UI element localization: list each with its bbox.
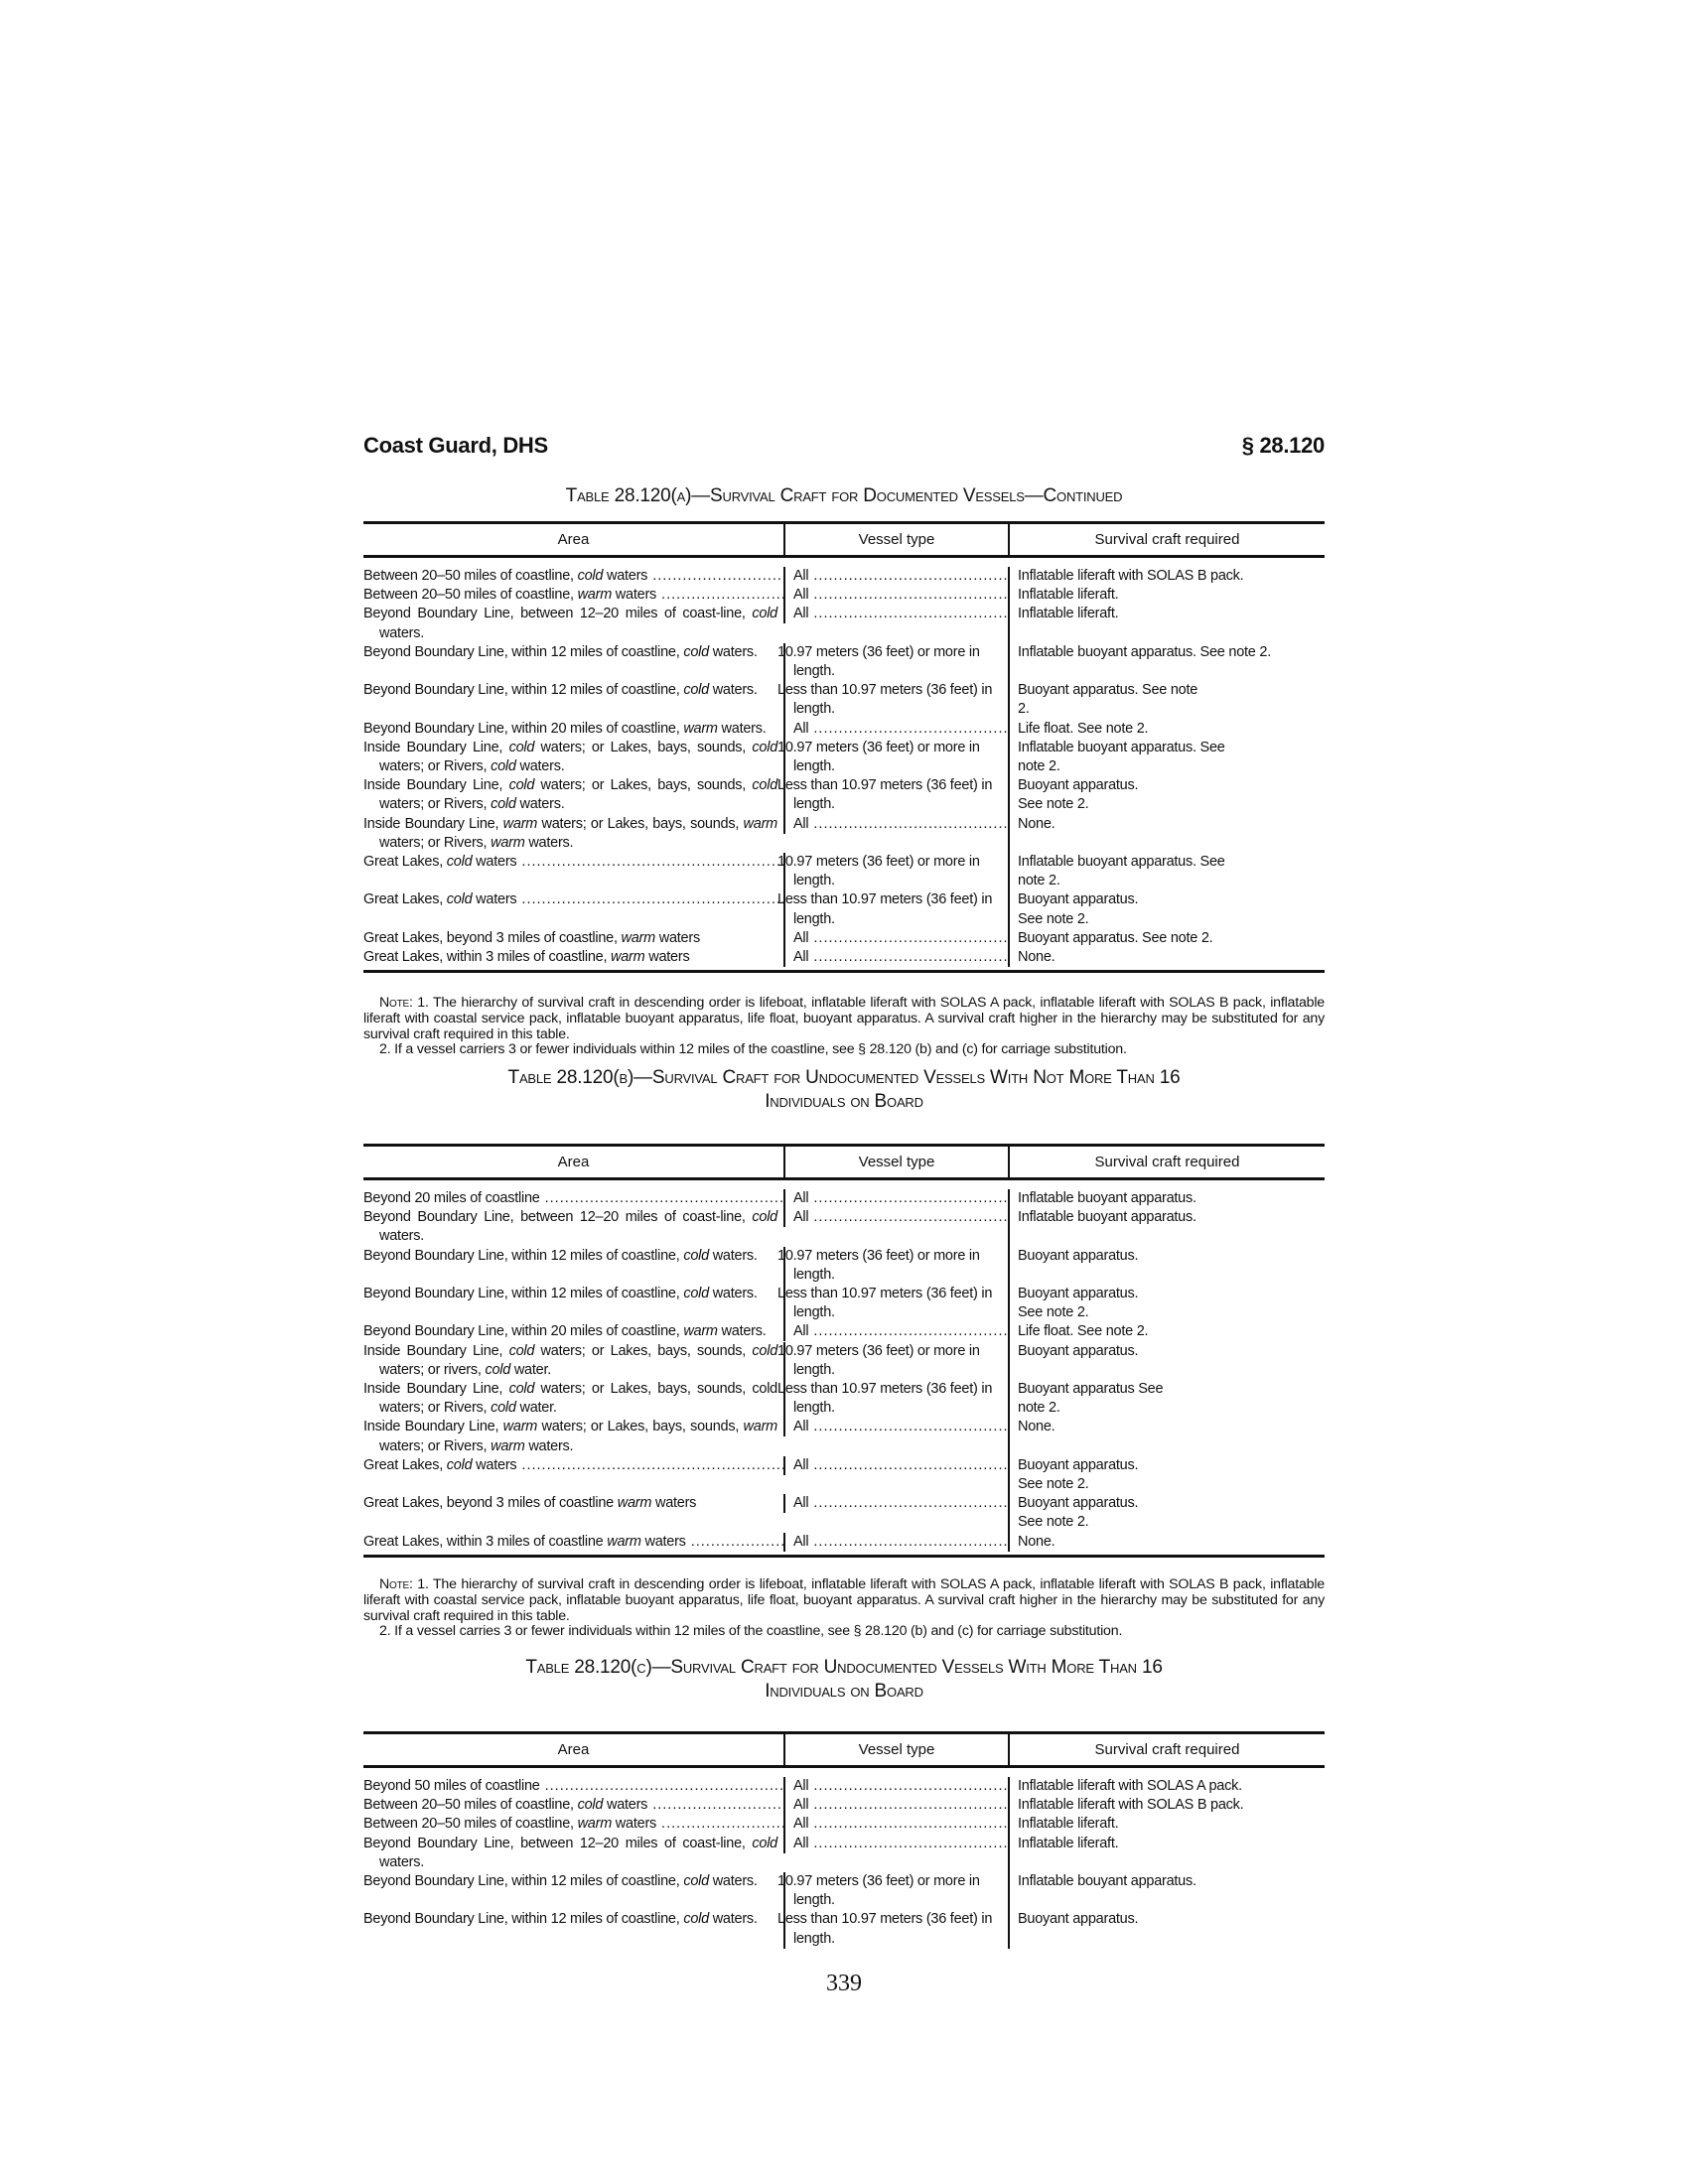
- table-row: [363, 1533, 1325, 1555]
- table-row: [363, 1910, 1325, 1948]
- survival-craft-cell: None.: [1008, 815, 1325, 853]
- area-cell: Beyond 50 miles of coastline .....: [363, 1777, 783, 1796]
- table-c: [363, 1731, 1325, 1949]
- survival-craft-cell: Inflatable liferaft with SOLAS B pack.: [1008, 1796, 1325, 1815]
- table-row: [363, 1835, 1325, 1872]
- vessel-type-cell: Less than 10.97 meters (36 feet) in length.: [783, 1910, 1008, 1948]
- vessel-type-cell: All .....: [783, 720, 1008, 739]
- survival-craft-cell: Inflatable buoyant apparatus.: [1008, 1189, 1325, 1208]
- survival-craft-cell: Life float. See note 2.: [1008, 720, 1325, 739]
- survival-craft-cell: Inflatable buoyant apparatus. See note 2.: [1008, 739, 1325, 776]
- area-cell: Beyond Boundary Line, between 12–20 miles of coast-line, cold waters.: [363, 1835, 777, 1870]
- vessel-type-cell: All .....: [783, 1796, 1008, 1815]
- area-cell: Inside Boundary Line, cold waters; or Lakes, bays, sounds, cold waters; or Rivers, cold water.: [363, 1381, 777, 1417]
- area-cell: Great Lakes, beyond 3 miles of coastline warm waters: [363, 1495, 697, 1512]
- agency-heading: Coast Guard, DHS: [363, 433, 548, 458]
- page-number: 339: [826, 1971, 862, 1996]
- vessel-type-cell: All .....: [783, 1456, 1008, 1475]
- area-cell: Inside Boundary Line, cold waters; or Lakes, bays, sounds, cold waters; or Rivers, cold waters.: [363, 777, 778, 813]
- table-row: [363, 815, 1325, 853]
- table-a-bottom-rule: [363, 970, 1325, 973]
- table-row: [363, 1189, 1325, 1208]
- column-header-area: Area: [557, 531, 590, 548]
- vessel-type-cell: 10.97 meters (36 feet) or more in length.: [783, 1872, 1008, 1910]
- survival-craft-cell: Buoyant apparatus. See note 2.: [1008, 1285, 1325, 1322]
- table-row: [363, 853, 1325, 890]
- running-head: [363, 433, 1325, 463]
- survival-craft-cell: Inflatable liferaft with SOLAS B pack.: [1008, 567, 1325, 586]
- vessel-type-cell: All .....: [783, 567, 1008, 586]
- note-1: : 1. The hierarchy of survival craft in descending order is lifeboat, inflatable liferaft with SOLAS A pack, inflatable liferaft with SOLAS B pack, inflatable liferaft with coastal service pack, inflatable buoyant apparatus, life float, buoyant apparatus. A survival craft higher in the hierarchy may be substituted for any survival craft required in this table.: [363, 1576, 1325, 1624]
- table-row: [363, 1285, 1325, 1322]
- vessel-type-cell: All .....: [783, 1208, 1008, 1227]
- vessel-type-cell: 10.97 meters (36 feet) or more in length.: [783, 1342, 1008, 1380]
- table-row: [363, 586, 1325, 605]
- section-number: § 28.120: [1241, 433, 1325, 458]
- vessel-type-cell: Less than 10.97 meters (36 feet) in length.: [783, 890, 1008, 928]
- table-c-header: [363, 1734, 1325, 1768]
- table-b-notes: [363, 1577, 1325, 1640]
- area-cell: Beyond Boundary Line, within 12 miles of coastline, cold waters.: [363, 1873, 758, 1890]
- table-b-header: [363, 1147, 1325, 1180]
- table-row: [363, 929, 1325, 948]
- area-cell: Beyond Boundary Line, between 12–20 miles of coast-line, cold waters.: [363, 1209, 777, 1245]
- table-row: [363, 643, 1325, 681]
- area-cell: Inside Boundary Line, cold waters; or Lakes, bays, sounds, cold waters; or Rivers, cold waters.: [363, 739, 778, 775]
- area-cell: Great Lakes, cold waters .....: [363, 853, 783, 890]
- table-row: [363, 1872, 1325, 1910]
- vessel-type-cell: 10.97 meters (36 feet) or more in length.: [783, 739, 1008, 776]
- table-b-title-line-1: Table 28.120(b)—Survival Craft for Undocumented Vessels With Not More Than 16: [507, 1067, 1181, 1088]
- survival-craft-cell: Buoyant apparatus.: [1008, 1342, 1325, 1380]
- area-cell: Inside Boundary Line, warm waters; or Lakes, bays, sounds, warm waters; or Rivers, warm waters.: [363, 1419, 777, 1454]
- vessel-type-cell: Less than 10.97 meters (36 feet) in length.: [783, 1285, 1008, 1322]
- area-cell: Inside Boundary Line, warm waters; or Lakes, bays, sounds, warm waters; or Rivers, warm waters.: [363, 815, 777, 851]
- note-1: : 1. The hierarchy of survival craft in descending order is lifeboat, inflatable liferaft with SOLAS A pack, inflatable liferaft with SOLAS B pack, inflatable liferaft with coastal service pack, inflatable buoyant apparatus, life float, buoyant apparatus. A survival craft higher in the hierarchy may be substituted for any survival craft required in this table.: [363, 995, 1325, 1042]
- area-cell: Great Lakes, cold waters .....: [363, 890, 783, 928]
- survival-craft-cell: None.: [1008, 1418, 1325, 1455]
- table-a-title: Table 28.120(a)—Survival Craft for Documented Vessels—Continued: [565, 485, 1123, 506]
- survival-craft-cell: None.: [1008, 1533, 1325, 1552]
- area-cell: Great Lakes, within 3 miles of coastline warm waters .....: [363, 1533, 783, 1552]
- vessel-type-cell: All .....: [783, 1533, 1008, 1552]
- survival-craft-cell: Buoyant apparatus.: [1008, 1910, 1325, 1948]
- table-row: [363, 1418, 1325, 1455]
- vessel-type-cell: All .....: [783, 1322, 1008, 1341]
- survival-craft-cell: Inflatable liferaft.: [1008, 605, 1325, 642]
- vessel-type-cell: 10.97 meters (36 feet) or more in length.: [783, 643, 1008, 681]
- table-b-title: [363, 1066, 1325, 1114]
- table-b-bottom-rule: [363, 1555, 1325, 1558]
- area-cell: Great Lakes, beyond 3 miles of coastline, warm waters: [363, 929, 700, 946]
- area-cell: Beyond Boundary Line, within 12 miles of coastline, cold waters.: [363, 1286, 758, 1302]
- column-header-area: Area: [557, 1741, 590, 1758]
- table-row: [363, 567, 1325, 586]
- area-cell: Beyond Boundary Line, within 20 miles of coastline, warm waters.: [363, 720, 767, 737]
- survival-craft-cell: Buoyant apparatus. See note 2.: [1008, 1456, 1325, 1494]
- table-row: [363, 1777, 1325, 1796]
- area-cell: Beyond Boundary Line, within 12 miles of coastline, cold waters.: [363, 682, 758, 699]
- vessel-type-cell: All .....: [783, 1815, 1008, 1834]
- note-2: 2. If a vessel carries 3 or fewer individuals within 12 miles of the coastline, see § 28.120 (b) and (c) for carriage substitution.: [379, 1623, 1123, 1640]
- table-row: [363, 1380, 1325, 1418]
- table-a-notes: [363, 996, 1325, 1058]
- survival-craft-cell: Inflatable liferaft.: [1008, 1815, 1325, 1834]
- vessel-type-cell: All .....: [783, 586, 1008, 605]
- table-row: [363, 739, 1325, 776]
- survival-craft-cell: Inflatable liferaft.: [1008, 1835, 1325, 1872]
- table-row: [363, 1342, 1325, 1380]
- vessel-type-cell: 10.97 meters (36 feet) or more in length.: [783, 1247, 1008, 1285]
- column-header-survival-craft: Survival craft required: [1008, 524, 1325, 555]
- column-header-area: Area: [557, 1154, 590, 1170]
- survival-craft-cell: Inflatable buoyant apparatus.: [1008, 1208, 1325, 1246]
- vessel-type-cell: All .....: [783, 1777, 1008, 1796]
- area-cell: Great Lakes, cold waters .....: [363, 1456, 783, 1494]
- vessel-type-cell: Less than 10.97 meters (36 feet) in length.: [783, 681, 1008, 719]
- survival-craft-cell: Buoyant apparatus. See note 2.: [1008, 776, 1325, 814]
- survival-craft-cell: None.: [1008, 948, 1325, 967]
- note-label: Note: [379, 1576, 410, 1592]
- area-cell: Great Lakes, within 3 miles of coastline, warm waters: [363, 949, 690, 966]
- column-header-vessel-type: Vessel type: [783, 524, 1008, 555]
- table-b: [363, 1144, 1325, 1558]
- vessel-type-cell: All .....: [783, 1494, 1008, 1513]
- survival-craft-cell: Buoyant apparatus. See note 2.: [1008, 890, 1325, 928]
- survival-craft-cell: Inflatable liferaft with SOLAS A pack.: [1008, 1777, 1325, 1796]
- table-row: [363, 1322, 1325, 1341]
- table-row: [363, 1494, 1325, 1532]
- vessel-type-cell: All .....: [783, 605, 1008, 623]
- vessel-type-cell: All .....: [783, 1835, 1008, 1853]
- vessel-type-cell: All .....: [783, 815, 1008, 834]
- table-row: [363, 948, 1325, 970]
- table-row: [363, 1208, 1325, 1246]
- area-cell: Between 20–50 miles of coastline, cold waters .....: [363, 1796, 783, 1815]
- survival-craft-cell: Inflatable buoyant apparatus. See note 2.: [1008, 643, 1325, 681]
- vessel-type-cell: All .....: [783, 948, 1008, 967]
- column-header-vessel-type: Vessel type: [783, 1147, 1008, 1177]
- vessel-type-cell: All .....: [783, 1189, 1008, 1208]
- table-row: [363, 1456, 1325, 1494]
- area-cell: Between 20–50 miles of coastline, warm waters .....: [363, 1815, 783, 1834]
- survival-craft-cell: Inflatable bouyant apparatus.: [1008, 1872, 1325, 1910]
- area-cell: Beyond Boundary Line, within 12 miles of coastline, cold waters.: [363, 643, 758, 660]
- note-label: Note: [379, 995, 410, 1011]
- table-row: [363, 890, 1325, 928]
- area-cell: Beyond 20 miles of coastline .....: [363, 1189, 783, 1208]
- table-row: [363, 776, 1325, 814]
- area-cell: Inside Boundary Line, cold waters; or Lakes, bays, sounds, cold waters; or rivers, cold water.: [363, 1342, 778, 1378]
- area-cell: Between 20–50 miles of coastline, warm waters .....: [363, 586, 783, 605]
- survival-craft-cell: Buoyant apparatus See note 2.: [1008, 1380, 1325, 1418]
- survival-craft-cell: Buoyant apparatus. See note 2.: [1008, 1494, 1325, 1532]
- area-cell: Beyond Boundary Line, within 12 miles of coastline, cold waters.: [363, 1911, 758, 1928]
- survival-craft-cell: Life float. See note 2.: [1008, 1322, 1325, 1341]
- vessel-type-cell: Less than 10.97 meters (36 feet) in length.: [783, 1380, 1008, 1418]
- column-header-survival-craft: Survival craft required: [1008, 1147, 1325, 1177]
- table-row: [363, 1247, 1325, 1285]
- area-cell: Between 20–50 miles of coastline, cold waters .....: [363, 567, 783, 586]
- column-header-vessel-type: Vessel type: [783, 1734, 1008, 1765]
- survival-craft-cell: Buoyant apparatus. See note 2.: [1008, 929, 1325, 948]
- survival-craft-cell: Inflatable liferaft.: [1008, 586, 1325, 605]
- table-c-title: [363, 1656, 1325, 1704]
- table-row: [363, 1815, 1325, 1834]
- note-2: 2. If a vessel carriers 3 or fewer individuals within 12 miles of the coastline, see § 28.120 (b) and (c) for carriage substitution.: [379, 1041, 1127, 1058]
- survival-craft-cell: Buoyant apparatus.: [1008, 1247, 1325, 1285]
- table-c-title-line-1: Table 28.120(c)—Survival Craft for Undocumented Vessels With More Than 16: [525, 1657, 1163, 1678]
- table-b-title-line-2: Individuals on Board: [765, 1091, 923, 1112]
- area-cell: Beyond Boundary Line, within 20 miles of coastline, warm waters.: [363, 1323, 767, 1340]
- vessel-type-cell: Less than 10.97 meters (36 feet) in length.: [783, 776, 1008, 814]
- vessel-type-cell: 10.97 meters (36 feet) or more in length.: [783, 853, 1008, 890]
- table-a: [363, 521, 1325, 973]
- table-row: [363, 1796, 1325, 1815]
- area-cell: Beyond Boundary Line, within 12 miles of coastline, cold waters.: [363, 1247, 758, 1264]
- survival-craft-cell: Inflatable buoyant apparatus. See note 2.: [1008, 853, 1325, 890]
- table-row: [363, 720, 1325, 739]
- vessel-type-cell: All .....: [783, 1418, 1008, 1436]
- vessel-type-cell: All .....: [783, 929, 1008, 948]
- survival-craft-cell: Buoyant apparatus. See note 2.: [1008, 681, 1206, 719]
- table-row: [363, 605, 1325, 642]
- table-row: [363, 681, 1325, 719]
- table-c-title-line-2: Individuals on Board: [765, 1681, 923, 1702]
- area-cell: Beyond Boundary Line, between 12–20 miles of coast-line, cold waters.: [363, 606, 777, 641]
- column-header-survival-craft: Survival craft required: [1008, 1734, 1325, 1765]
- table-a-header: [363, 524, 1325, 558]
